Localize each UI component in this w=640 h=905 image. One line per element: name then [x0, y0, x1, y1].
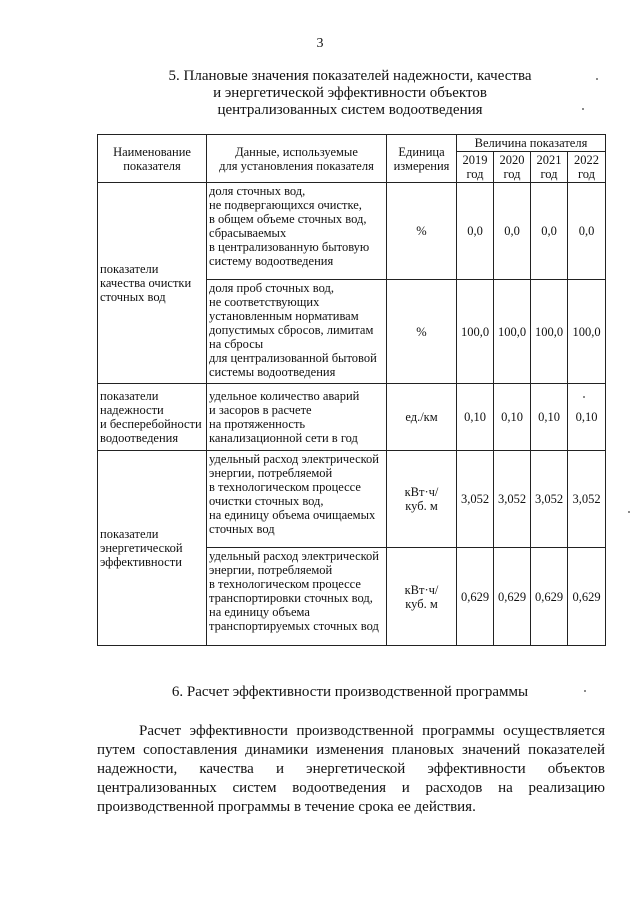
paragraph-line: путем сопоставления динамики изменения плановых значений показателей	[97, 742, 605, 758]
data-line: не подвергающихся очистке,	[209, 198, 362, 212]
data-line: энергии, потребляемой	[209, 563, 333, 577]
page-number: 3	[316, 36, 324, 51]
unit-cell	[387, 183, 457, 280]
data-used-cell	[207, 384, 387, 451]
value-2019: 0,629	[457, 548, 494, 646]
table-row	[98, 451, 606, 548]
indicators-table	[97, 134, 606, 646]
header-line: Единица	[398, 144, 445, 159]
group-name-line: эффективности	[100, 555, 182, 569]
data-line: в централизованную бытовую	[209, 240, 370, 254]
section-5-title-line: и энергетической эффективности объектов	[213, 85, 487, 101]
value-2020: 0,0	[494, 183, 531, 280]
scan-speck	[596, 78, 598, 80]
group-name-line: водоотведения	[100, 431, 179, 445]
year-label: 2019	[462, 153, 488, 167]
data-used-cell	[207, 548, 387, 646]
data-line: для централизованной бытовой	[209, 351, 377, 365]
value-2022: 100,0	[568, 280, 606, 384]
year-suffix: год	[503, 167, 521, 181]
indicator-group-quality	[98, 183, 207, 384]
unit-line: ед./км	[405, 410, 438, 424]
header-year-2020	[494, 152, 531, 183]
unit-line: кВт·ч/	[404, 485, 439, 499]
group-name-line: энергетической	[100, 541, 183, 555]
value-2019: 0,0	[457, 183, 494, 280]
value-2021: 100,0	[531, 280, 568, 384]
data-line: удельное количество аварий	[209, 389, 360, 403]
data-line: канализационной сети в год	[209, 431, 358, 445]
header-year-2019	[457, 152, 494, 183]
section-6-title: 6. Расчет эффективности производственной программы	[171, 684, 529, 700]
group-name-line: и бесперебойности	[100, 417, 202, 431]
unit-line: %	[416, 324, 427, 339]
value-2019: 0,10	[457, 384, 494, 451]
data-used-cell	[207, 183, 387, 280]
table-row	[98, 183, 606, 280]
unit-cell	[387, 384, 457, 451]
header-unit	[387, 135, 457, 183]
scan-speck	[582, 108, 584, 110]
data-line: в технологическом процессе	[209, 577, 361, 591]
data-line: на протяженность	[209, 417, 306, 431]
paragraph-line: производственной программы в течение срока ее действия.	[97, 799, 476, 815]
value-2022: 0,629	[568, 548, 606, 646]
data-line: доля проб сточных вод,	[209, 281, 334, 295]
section-5-title-line: 5. Плановые значения показателей надежности, качества	[168, 68, 532, 84]
header-line: для установления показателя	[219, 158, 374, 173]
data-line: на сбросы	[209, 337, 264, 351]
value-2020: 100,0	[494, 280, 531, 384]
header-indicator-value: Величина показателя	[457, 135, 606, 152]
year-suffix: год	[577, 167, 596, 181]
data-line: очистки сточных вод,	[209, 494, 324, 508]
unit-line: куб. м	[405, 596, 438, 611]
group-name-line: показатели	[100, 527, 159, 541]
group-name-line: показатели	[100, 262, 159, 276]
year-label: 2021	[536, 153, 562, 167]
value-2020: 0,10	[494, 384, 531, 451]
value-2021: 0,10	[531, 384, 568, 451]
value-2022: 0,10	[568, 384, 606, 451]
data-line: на единицу объема	[209, 605, 310, 619]
scan-speck	[583, 396, 585, 398]
data-line: удельный расход электрической	[209, 549, 380, 563]
year-suffix: год	[466, 167, 484, 181]
group-name-line: показатели	[100, 389, 159, 403]
value-2021: 0,629	[531, 548, 568, 646]
section-5-title-line: централизованных систем водоотведения	[217, 102, 483, 118]
header-line: показателя	[123, 158, 181, 173]
data-line: в общем объеме сточных вод,	[209, 212, 367, 226]
unit-line: кВт·ч/	[404, 582, 439, 597]
unit-cell	[387, 280, 457, 384]
value-2020: 3,052	[494, 451, 531, 548]
year-label: 2020	[499, 153, 525, 167]
scan-speck	[628, 511, 630, 513]
header-line: Данные, используемые	[235, 144, 358, 159]
data-line: допустимых сбросов, лимитам	[209, 323, 374, 337]
header-line: Наименование	[113, 144, 191, 159]
year-label: 2022	[574, 153, 599, 167]
data-line: и засоров в расчете	[209, 403, 312, 417]
year-suffix: год	[540, 167, 558, 181]
unit-cell	[387, 451, 457, 548]
unit-cell	[387, 548, 457, 646]
indicator-group-energy	[98, 451, 207, 646]
value-2021: 3,052	[531, 451, 568, 548]
value-2019: 100,0	[457, 280, 494, 384]
paragraph-line: надежности, качества и энергетической эффективности объектов	[97, 761, 605, 777]
data-line: сточных вод	[209, 522, 275, 536]
section-6-paragraph	[97, 722, 605, 817]
group-name-line: надежности	[100, 403, 164, 417]
data-line: транспортировки сточных вод,	[209, 591, 373, 605]
data-line: удельный расход электрической	[209, 452, 380, 466]
data-line: на единицу объема очищаемых	[209, 508, 376, 522]
group-name-line: сточных вод	[100, 290, 166, 304]
paragraph-line: Расчет эффективности производственной программы осуществляется	[139, 723, 605, 739]
value-2022: 3,052	[568, 451, 606, 548]
data-line: установленным нормативам	[209, 309, 359, 323]
data-line: доля сточных вод,	[209, 184, 306, 198]
data-line: транспортируемых сточных вод	[209, 619, 379, 633]
header-year-2022	[568, 152, 606, 183]
header-year-2021	[531, 152, 568, 183]
indicator-group-reliability	[98, 384, 207, 451]
data-line: сбрасываемых	[209, 226, 287, 240]
unit-line: куб. м	[405, 499, 438, 513]
data-line: энергии, потребляемой	[209, 466, 333, 480]
data-used-cell	[207, 280, 387, 384]
section-5-title	[150, 68, 550, 119]
value-2019: 3,052	[457, 451, 494, 548]
table-row	[98, 384, 606, 451]
data-line: системы водоотведения	[209, 365, 336, 379]
value-2021: 0,0	[531, 183, 568, 280]
data-used-cell	[207, 451, 387, 548]
header-data-used	[207, 135, 387, 183]
value-2022: 0,0	[568, 183, 606, 280]
value-2020: 0,629	[494, 548, 531, 646]
paragraph-line: централизованных систем водоотведения и расходов на реализацию	[97, 780, 605, 796]
data-line: в технологическом процессе	[209, 480, 361, 494]
header-line: измерения	[393, 158, 450, 173]
unit-line: %	[416, 224, 427, 238]
group-name-line: качества очистки	[100, 276, 192, 290]
data-line: систему водоотведения	[209, 254, 334, 268]
header-indicator-name	[98, 135, 207, 183]
scan-speck	[584, 690, 586, 692]
data-line: не соответствующих	[209, 295, 320, 309]
